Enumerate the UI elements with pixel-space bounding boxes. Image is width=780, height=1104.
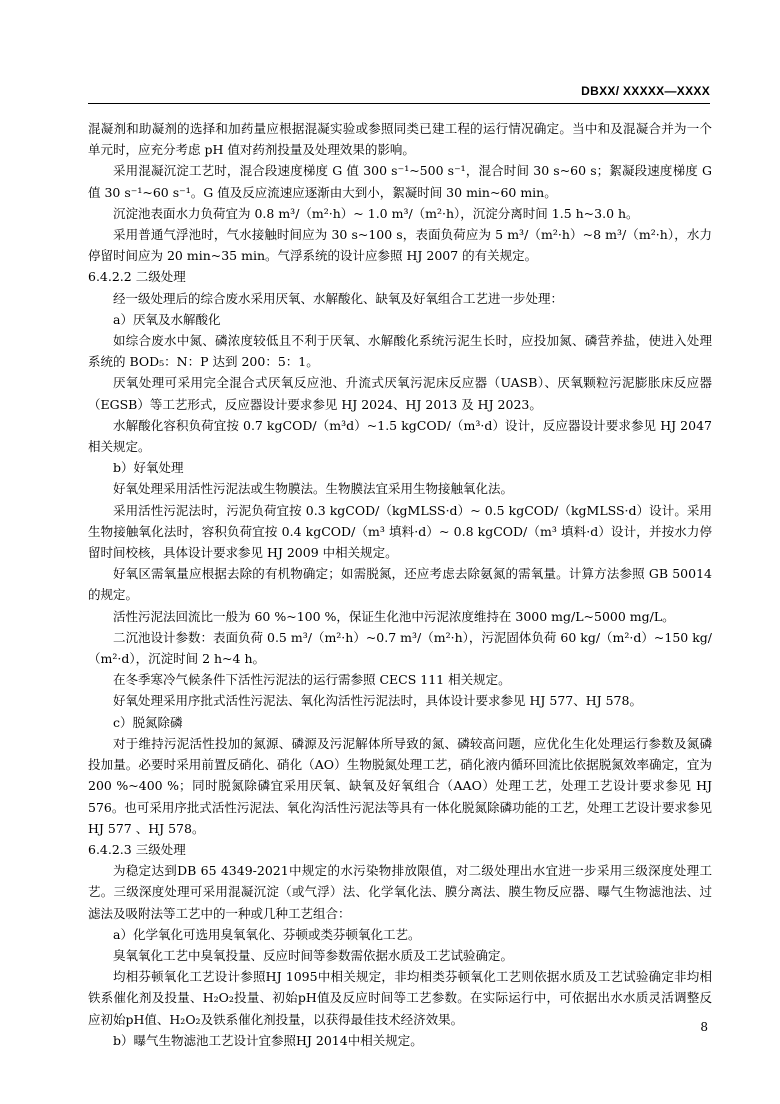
paragraph: 好氧处理采用序批式活性污泥法、氧化沟活性污泥法时，具体设计要求参见 HJ 577、HJ 578。	[113, 693, 642, 709]
paragraph: 臭氧氧化工艺中臭氧投量、反应时间等参数需依据水质及工艺试验确定。	[113, 947, 514, 963]
section-heading: 6.4.2.2 二级处理	[88, 269, 186, 285]
header-rule	[88, 103, 710, 104]
paragraph: b）好氧处理	[113, 460, 184, 476]
paragraph: 混凝剂和助凝剂的选择和加药量应根据混凝实验或参照同类已建工程的运行情况确定。当中和及混凝合并为一个单元时，应充分考虑 pH 值对药剂投量及处理效果的影响。	[88, 121, 712, 158]
paragraph: 如综合废水中氮、磷浓度较低且不利于厌氧、水解酸化系统污泥生长时，应投加氮、磷营养盐，使进入处理系统的 BOD₅：N：P 达到 200：5：1。	[88, 333, 712, 370]
paragraph: 采用活性污泥法时，污泥负荷宜按 0.3 kgCOD/（kgMLSS·d）~ 0.5 kgCOD/（kgMLSS·d）设计。采用生物接触氧化法时，容积负荷宜按 0.4 kgCOD/（m³ 填料·d）~ 0.8 kgCOD/（m³ 填料·d）设计，并按水力停留时间校核，具体设计要求参见 HJ 2009 中相关规定。	[88, 502, 712, 561]
paragraph: 均相芬顿氧化工艺设计参照HJ 1095中相关规定，非均相类芬顿氧化工艺则依据水质及工艺试验确定非均相铁系催化剂及投量、H₂O₂投量、初始pH值及反应时间等工艺参数。在实际运行中，可依据出水水质灵活调整反应初始pH值、H₂O₂及铁系催化剂投量，以获得最佳技术经济效果。	[88, 969, 712, 1027]
paragraph: 沉淀池表面水力负荷宜为 0.8 m³/（m²·h）~ 1.0 m³/（m²·h），沉淀分离时间 1.5 h~3.0 h。	[113, 205, 639, 221]
paragraph: 厌氧处理可采用完全混合式厌氧反应池、升流式厌氧污泥床反应器（UASB）、厌氧颗粒污泥膨胀床反应器（EGSB）等工艺形式，反应器设计要求参见 HJ 2024、HJ 2013 及 HJ 2023。	[88, 375, 712, 412]
document-body	[88, 118, 712, 1051]
paragraph: 经一级处理后的综合废水采用厌氧、水解酸化、缺氧及好氧组合工艺进一步处理：	[113, 290, 564, 306]
paragraph: c）脱氮除磷	[113, 714, 183, 730]
paragraph: 在冬季寒冷气候条件下活性污泥法的运行需参照 CECS 111 相关规定。	[113, 672, 511, 688]
paragraph: 二沉池设计参数：表面负荷 0.5 m³/（m²·h）~0.7 m³/（m²·h），污泥固体负荷 60 kg/（m²·d）~150 kg/（m²·d），沉淀时间 2 h~4 h。	[88, 629, 712, 667]
paragraph: 为稳定达到DB 65 4349-2021中规定的水污染物排放限值，对二级处理出水宜进一步采用三级深度处理工艺。三级深度处理可采用混凝沉淀（或气浮）法、化学氧化法、膜分离法、膜生物反应器、曝气生物滤池法、过滤法及吸附法等工艺中的一种或几种工艺组合：	[88, 863, 712, 921]
section-heading: 6.4.2.3 三级处理	[88, 841, 186, 857]
paragraph: 采用普通气浮池时，气水接触时间应为 30 s~100 s，表面负荷应为 5 m³/（m²·h）~8 m³/（m²·h），水力停留时间应为 20 min~35 min。气浮系统的设计应参照 HJ 2007 的有关规定。	[88, 227, 712, 264]
paragraph: a）厌氧及水解酸化	[113, 311, 221, 327]
paragraph: 采用混凝沉淀工艺时，混合段速度梯度 G 值 300 s⁻¹~500 s⁻¹，混合时间 30 s~60 s；絮凝段速度梯度 G 值 30 s⁻¹~60 s⁻¹。G 值及反应流速应逐渐由大到小，絮凝时间 30 min~60 min。	[88, 163, 712, 200]
paragraph: 好氧区需氧量应根据去除的有机物确定；如需脱氮，还应考虑去除氨氮的需氧量。计算方法参照 GB 50014 的规定。	[88, 566, 712, 603]
document-code: DBXX/ XXXXX—XXXX	[581, 84, 710, 98]
paragraph: 好氧处理采用活性污泥法或生物膜法。生物膜法宜采用生物接触氧化法。	[113, 481, 514, 497]
page-number: 8	[700, 1020, 708, 1034]
paragraph: 活性污泥法回流比一般为 60 %~100 %，保证生化池中污泥浓度维持在 3000 mg/L~5000 mg/L。	[113, 608, 675, 624]
paragraph: 水解酸化容积负荷宜按 0.7 kgCOD/（m³d）~1.5 kgCOD/（m³·d）设计，反应器设计要求参见 HJ 2047 相关规定。	[88, 417, 712, 455]
paragraph: b）曝气生物滤池工艺设计宜参照HJ 2014中相关规定。	[113, 1032, 423, 1048]
paragraph: 对于维持污泥活性投加的氮源、磷源及污泥解体所导致的氮、磷较高问题，应优化生化处理运行参数及氮磷投加量。必要时采用前置反硝化、硝化（AO）生物脱氮处理工艺，硝化液内循环回流比依据脱氮效率确定，宜为 200 %~400 %；同时脱氮除磷宜采用厌氧、缺氧及好氧组合（AAO）处理工艺，处理工艺设计要求参见 HJ 576。也可采用序批式活性污泥法、氧化沟活性污泥法等具有一体化脱氮除磷功能的工艺，处理工艺设计要求参见 HJ 577 、HJ 578。	[88, 735, 712, 836]
paragraph: a）化学氧化可选用臭氧氧化、芬顿或类芬顿氧化工艺。	[113, 926, 421, 942]
